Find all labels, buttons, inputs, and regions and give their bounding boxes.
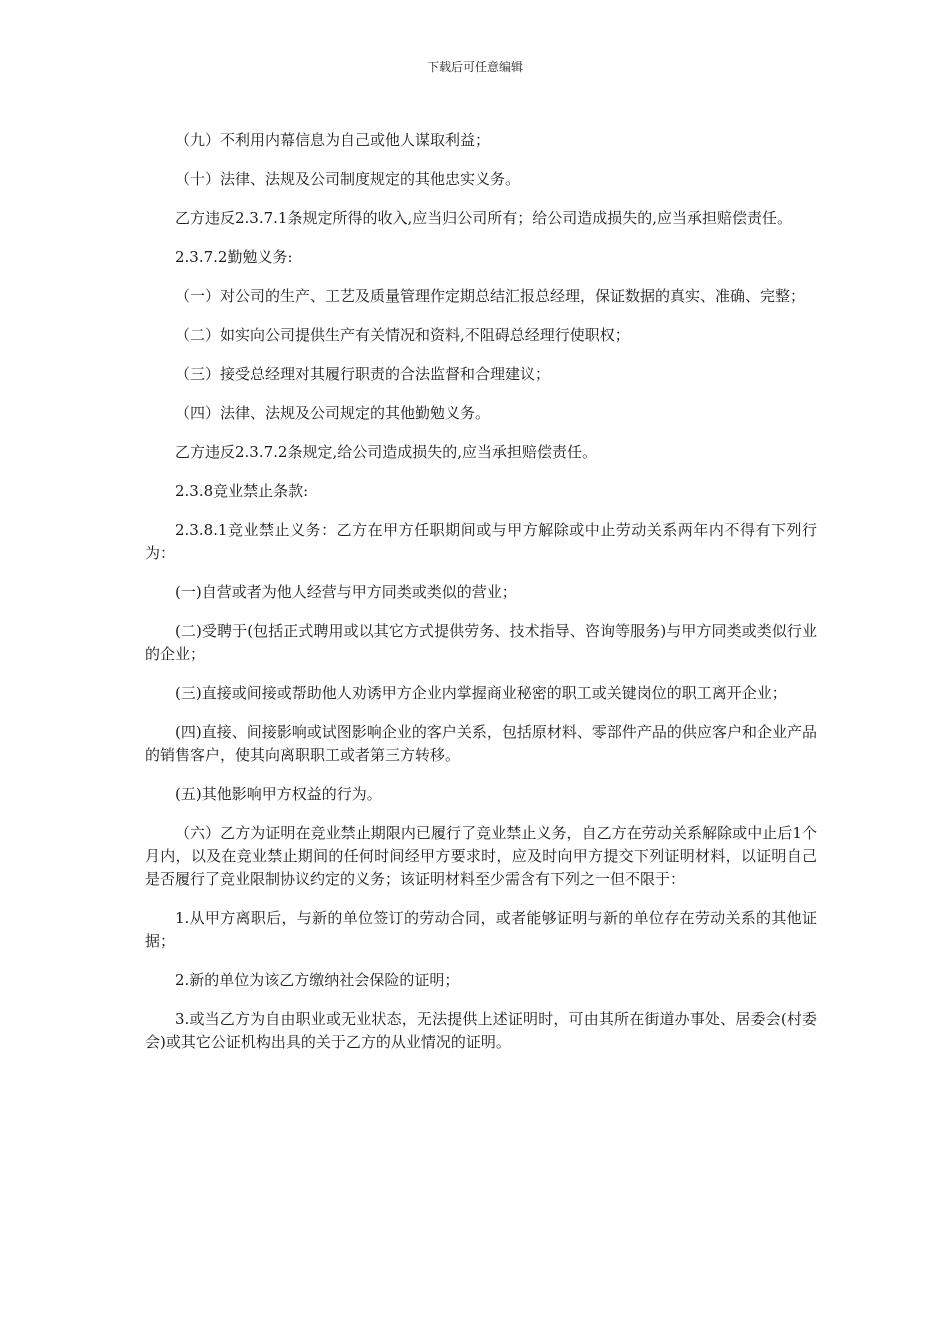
paragraph-3: 乙方违反2.3.7.1条规定所得的收入,应当归公司所有；给公司造成损失的,应当承担赔偿责任。 — [175, 209, 793, 227]
paragraph-8: （四）法律、法规及公司规定的其他勤勉义务。 — [175, 404, 491, 422]
paragraph-7: （三）接受总经理对其履行职责的合法监督和合理建议； — [175, 365, 551, 383]
paragraph-6: （二）如实向公司提供生产有关情况和资料,不阻碍总经理行使职权； — [175, 326, 630, 344]
paragraph-11: 2.3.8.1竞业禁止义务：乙方在甲方任职期间或与甲方解除或中止劳动关系两年内不得有下列行为： — [145, 521, 817, 562]
paragraph-19: 2.新的单位为该乙方缴纳社会保险的证明； — [175, 971, 460, 989]
document-body — [145, 129, 817, 1070]
paragraph-15: (四)直接、间接影响或试图影响企业的客户关系，包括原材料、零部件产品的供应客户和企业产品的销售客户，使其向离职职工或者第三方转移。 — [145, 723, 817, 764]
paragraph-2: （十）法律、法规及公司制度规定的其他忠实义务。 — [175, 170, 521, 188]
paragraph-12: (一)自营或者为他人经营与甲方同类或类似的营业； — [175, 583, 517, 601]
header-note: 下载后可任意编辑 — [426, 60, 523, 74]
paragraph-9: 乙方违反2.3.7.2条规定,给公司造成损失的,应当承担赔偿责任。 — [175, 443, 598, 461]
paragraph-16: (五)其他影响甲方权益的行为。 — [175, 785, 382, 803]
paragraph-1: （九）不利用内幕信息为自己或他人谋取利益； — [175, 131, 491, 149]
paragraph-14: (三)直接或间接或帮助他人劝诱甲方企业内掌握商业秘密的职工或关键岗位的职工离开企业； — [175, 684, 787, 702]
paragraph-10: 2.3.8竞业禁止条款: — [175, 482, 309, 500]
paragraph-13: (二)受聘于(包括正式聘用或以其它方式提供劳务、技术指导、咨询等服务)与甲方同类或类似行业的企业； — [145, 622, 817, 663]
paragraph-5: （一）对公司的生产、工艺及质量管理作定期总结汇报总经理，保证数据的真实、准确、完整； — [175, 287, 806, 305]
paragraph-20: 3.或当乙方为自由职业或无业状态，无法提供上述证明时，可由其所在街道办事处、居委会(村委会)或其它公证机构出具的关于乙方的从业情况的证明。 — [145, 1010, 817, 1051]
paragraph-18: 1.从甲方离职后，与新的单位签订的劳动合同，或者能够证明与新的单位存在劳动关系的其他证据； — [145, 909, 817, 950]
paragraph-17: （六）乙方为证明在竞业禁止期限内已履行了竞业禁止义务，自乙方在劳动关系解除或中止后1个月内，以及在竞业禁止期间的任何时间经甲方要求时，应及时向甲方提交下列证明材料，以证明自己是否履行了竞业限制协议约定的义务；该证明材料至少需含有下列之一但不限于： — [145, 824, 817, 888]
paragraph-4: 2.3.7.2勤勉义务: — [175, 248, 293, 266]
